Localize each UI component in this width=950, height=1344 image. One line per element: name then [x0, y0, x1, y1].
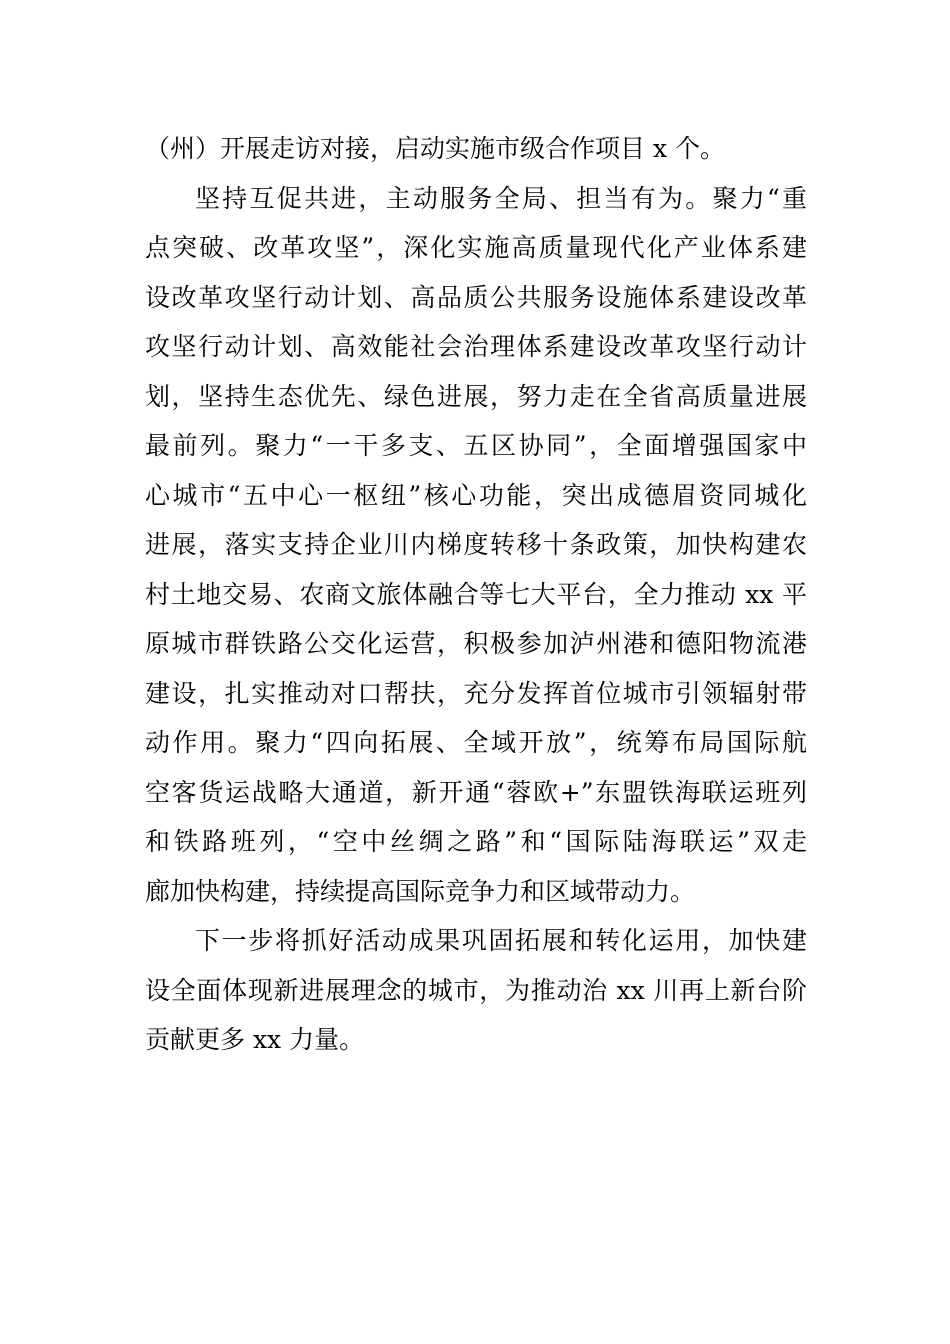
text-line: 最前列。聚力“一干多支、五区协同”，全面增强国家中	[145, 431, 807, 460]
text-line: 动作用。聚力“四向拓展、全域开放”，统筹布局国际航	[145, 728, 807, 757]
paragraph-2	[145, 174, 807, 917]
text-line: 设全面体现新进展理念的城市，为推动治 xx 川再上新台阶	[145, 975, 807, 1005]
text-line: 设改革攻坚行动计划、高品质公共服务设施体系建设改革	[145, 282, 807, 312]
text-line: 坚持互促共进，主动服务全局、担当有为。聚力“重	[195, 183, 807, 213]
text-line: 划，坚持生态优先、绿色进展，努力走在全省高质量进展	[145, 381, 807, 411]
text-line: 贡献更多 xx 力量。	[145, 1025, 365, 1054]
text-line: 和铁路班列，“空中丝绸之路”和“国际陆海联运”双走	[145, 827, 807, 856]
text-line: 空客货运战略大通道，新开通“蓉欧+”东盟铁海联运班列	[145, 777, 807, 807]
text-line: （州）开展走访对接，启动实施市级合作项目 x 个。	[145, 134, 725, 163]
text-line: 建设，扎实推动对口帮扶，充分发挥首位城市引领辐射带	[145, 678, 807, 708]
text-line: 进展，落实支持企业川内梯度转移十条政策，加快构建农	[145, 530, 807, 559]
text-line: 心城市“五中心一枢纽”核心功能，突出成德眉资同城化	[145, 480, 807, 510]
text-line: 点突破、改革攻坚”，深化实施高质量现代化产业体系建	[145, 233, 807, 262]
text-line: 原城市群铁路公交化运营，积极参加泸州港和德阳物流港	[145, 629, 807, 658]
text-line: 下一步将抓好活动成果巩固拓展和转化运用，加快建	[195, 926, 807, 955]
text-line: 攻坚行动计划、高效能社会治理体系建设改革攻坚行动计	[145, 332, 807, 361]
paragraph-1	[145, 124, 807, 174]
text-line: 廊加快构建，持续提高国际竞争力和区域带动力。	[145, 876, 696, 906]
paragraph-3	[145, 916, 807, 1065]
document-body	[145, 124, 807, 1065]
text-line: 村土地交易、农商文旅体融合等七大平台，全力推动 xx 平	[145, 579, 807, 609]
